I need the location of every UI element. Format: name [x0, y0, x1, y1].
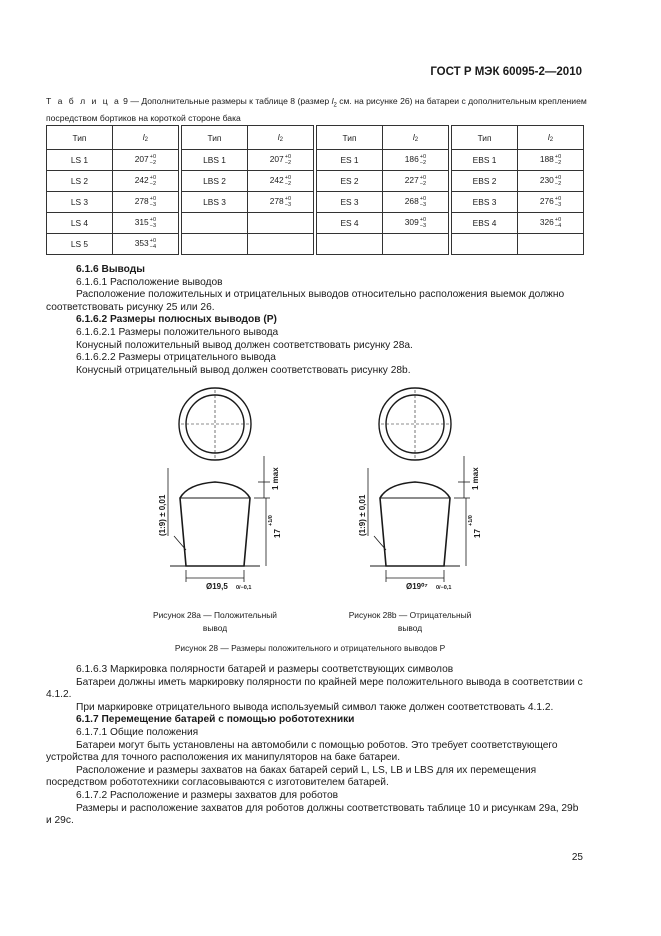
column-header-var-sub: 2 — [414, 137, 419, 143]
fig-b-dia: Ø19⁰⁷ — [406, 582, 428, 591]
column-header-l2 — [112, 126, 178, 150]
cell-l2-tolerance — [555, 175, 561, 187]
fig-a-dia-tol: 0/−0,1 — [236, 585, 252, 591]
section-6-1-7-2: 6.1.7.2 Расположение и размеры захватов для роботов — [76, 789, 339, 801]
cell-l2 — [382, 192, 448, 213]
section-6-1-7-1: 6.1.7.1 Общие положения — [76, 726, 199, 738]
cell-type: EBS 1 — [452, 150, 518, 171]
cell-l2 — [247, 171, 313, 192]
column-header-type: Тип — [47, 126, 113, 150]
section-title-6-1-6-2: 6.1.6.2 Размеры полюсных выводов (P) — [76, 314, 277, 326]
cell-l2 — [112, 150, 178, 171]
tol-upper: +0 — [149, 238, 157, 244]
cell-type: LS 5 — [47, 234, 113, 255]
figure-28a-drawing — [168, 388, 270, 582]
outer-circle — [179, 388, 251, 460]
cell-type — [182, 234, 248, 255]
column-header-type: Тип — [182, 126, 248, 150]
tol-lower: −3 — [149, 223, 157, 229]
section-6-1-7-1-text2: Расположение и размеры захватов на баках батарей серий L, LS, LB и LBS для их перемещения посредством робототехники согласовываются с изготовителем батарей. — [46, 764, 537, 789]
section-6-1-6-1-text: Расположение положительных и отрицательных выводов относительно расположения выемок должно соответствовать рисунку 25 или 26. — [46, 289, 565, 313]
tol-lower: −2 — [554, 160, 562, 166]
tol-lower: −2 — [554, 181, 562, 187]
tol-upper: +0 — [554, 154, 562, 160]
outer-circle — [379, 388, 451, 460]
cell-l2-tolerance — [285, 175, 291, 187]
figure-28b-caption — [340, 609, 480, 635]
fig-a-height-tol: +1/0 — [268, 515, 274, 526]
cell-type: EBS 4 — [452, 213, 518, 234]
section-6-1-7-2-text: Размеры и расположение захватов для роботов должны соответствовать таблице 10 и рисункам 29a, 29b и 29c. — [46, 802, 579, 827]
column-header-var: l — [412, 132, 415, 142]
cell-l2-tolerance — [555, 154, 561, 166]
column-header-type: Тип — [452, 126, 518, 150]
cell-type: LS 3 — [47, 192, 113, 213]
cell-l2 — [382, 213, 448, 234]
cell-l2 — [247, 234, 313, 255]
cell-l2 — [247, 213, 313, 234]
section-title-6-1-7: 6.1.7 Перемещение батарей с помощью робототехники — [76, 714, 355, 726]
tol-lower: −3 — [419, 202, 427, 208]
cell-l2 — [247, 192, 313, 213]
tol-upper: +0 — [419, 154, 427, 160]
cell-l2-tolerance — [285, 196, 291, 208]
section-6-1-6-2-2-text: Конусный отрицательный вывод должен соответствовать рисунку 28b. — [76, 364, 411, 376]
table-caption-var: l — [331, 96, 334, 106]
table-caption-text-a: 9 — Дополнительные размеры к таблице 8 (размер — [120, 96, 332, 106]
fig-b-dia-tol: 0/−0,1 — [436, 585, 452, 591]
inner-circle — [386, 395, 444, 453]
section-6-1-6-1: 6.1.6.1 Расположение выводов — [76, 276, 223, 288]
fig-b-height: 17 — [473, 529, 482, 538]
cell-l2-value: 315 — [134, 217, 149, 228]
cell-l2 — [518, 234, 584, 255]
cell-l2-value: 242 — [134, 175, 149, 186]
cell-type — [182, 213, 248, 234]
cell-l2-value: 309 — [404, 217, 419, 228]
cell-l2-value: 278 — [134, 196, 149, 207]
tol-lower: −2 — [149, 160, 157, 166]
column-header-l2 — [247, 126, 313, 150]
inner-circle — [186, 395, 244, 453]
terminal-profile — [380, 482, 450, 566]
table-caption-label: Т а б л и ц а — [46, 96, 121, 106]
cell-l2-value: 186 — [404, 154, 419, 165]
table-caption-text-b: см. на рисунке 26) на батареи с дополнительным креплением посредством бортиков на короткой стороне бака — [46, 96, 587, 123]
cell-l2-value: 353 — [134, 238, 149, 249]
cell-type: LS 4 — [47, 213, 113, 234]
figure-28a-caption-line2: вывод — [202, 623, 228, 633]
cell-l2-value: 276 — [539, 196, 554, 207]
section-6-1-6-2-1-text: Конусный положительный вывод должен соответствовать рисунку 28a. — [76, 339, 413, 351]
tol-lower: −2 — [419, 160, 427, 166]
tol-lower: −3 — [554, 202, 562, 208]
cell-l2-tolerance — [285, 154, 291, 166]
tol-upper: +0 — [419, 196, 427, 202]
section-6-1-6-3: 6.1.6.3 Маркировка полярности батарей и размеры соответствующих символов — [76, 664, 454, 675]
cell-l2-value: 227 — [404, 175, 419, 186]
cell-type — [452, 234, 518, 255]
tol-lower: −2 — [419, 181, 427, 187]
table-header-row — [47, 126, 584, 150]
sections-bottom — [46, 664, 586, 828]
cell-l2-tolerance — [420, 154, 426, 166]
column-header-l2 — [382, 126, 448, 150]
column-header-var: l — [142, 132, 145, 142]
cell-type: LBS 3 — [182, 192, 248, 213]
table-row — [47, 234, 584, 255]
cell-l2 — [518, 171, 584, 192]
fig-a-dia: Ø19,5 — [206, 582, 228, 591]
tol-upper: +0 — [419, 175, 427, 181]
fig-a-taper: (1:9) ± 0,01 — [158, 494, 167, 536]
column-header-var-sub: 2 — [549, 137, 554, 143]
fig-b-max: 1 max — [471, 467, 480, 490]
cell-l2-value: 278 — [269, 196, 284, 207]
cell-l2 — [112, 192, 178, 213]
tol-upper: +0 — [419, 217, 427, 223]
fig-a-height: 17 — [273, 529, 282, 538]
cell-l2 — [518, 213, 584, 234]
cell-type: ES 3 — [317, 192, 383, 213]
cell-l2-tolerance — [420, 175, 426, 187]
figure-28b-drawing — [368, 388, 470, 582]
column-header-type: Тип — [317, 126, 383, 150]
cell-l2-tolerance — [420, 196, 426, 208]
figure-28-caption: Рисунок 28 — Размеры положительного и отрицательного выводов Р — [174, 643, 446, 653]
table-row — [47, 192, 584, 213]
cell-type: EBS 3 — [452, 192, 518, 213]
tol-upper: +0 — [149, 154, 157, 160]
tol-lower: −3 — [149, 202, 157, 208]
fig-b-height-tol: +1/0 — [468, 515, 474, 526]
tol-lower: −4 — [554, 223, 562, 229]
cell-l2 — [247, 150, 313, 171]
cell-l2-value: 326 — [539, 217, 554, 228]
figure-28a-caption-line1: Рисунок 28a — Положительный — [153, 610, 277, 620]
cell-l2-tolerance — [150, 196, 156, 208]
tol-upper: +0 — [149, 217, 157, 223]
tol-lower: −3 — [419, 223, 427, 229]
cell-l2-tolerance — [150, 238, 156, 250]
cell-type: LBS 2 — [182, 171, 248, 192]
tol-upper: +0 — [149, 175, 157, 181]
cell-l2-tolerance — [420, 217, 426, 229]
cell-type: LS 2 — [47, 171, 113, 192]
cell-l2 — [382, 234, 448, 255]
figure-28b-caption-line1: Рисунок 28b — Отрицательный — [348, 610, 472, 620]
table-caption-var-sub: 2 — [333, 102, 337, 109]
section-title-6-1-6: 6.1.6 Выводы — [76, 264, 145, 275]
cell-l2-tolerance — [150, 154, 156, 166]
dimensions-table — [46, 125, 584, 255]
section-6-1-6-3-text1: Батареи должны иметь маркировку полярности по крайней мере положительного вывода в соответствии с 4.1.2. — [46, 676, 583, 701]
cell-type: LBS 1 — [182, 150, 248, 171]
cell-l2 — [518, 192, 584, 213]
column-header-var: l — [277, 132, 280, 142]
cell-l2 — [112, 213, 178, 234]
cell-type: ES 4 — [317, 213, 383, 234]
cell-l2 — [382, 150, 448, 171]
cell-l2 — [382, 171, 448, 192]
section-6-1-7-1-text1: Батареи могут быть установлены на автомобили с помощью роботов. Это требует соответствующего устройства для точного расположения их манипуляторов на баке батареи. — [46, 739, 558, 764]
cell-l2-tolerance — [555, 196, 561, 208]
figure-28-drawing — [150, 386, 520, 646]
figure-28a-caption — [150, 609, 280, 635]
cell-type: ES 2 — [317, 171, 383, 192]
column-header-l2 — [518, 126, 584, 150]
cell-l2-tolerance — [555, 217, 561, 229]
tol-lower: −2 — [284, 181, 292, 187]
sections-top — [46, 264, 586, 377]
tol-upper: +0 — [284, 196, 292, 202]
column-header-var: l — [547, 132, 550, 142]
tol-upper: +0 — [284, 175, 292, 181]
cell-l2-value: 242 — [269, 175, 284, 186]
cell-l2-value: 207 — [134, 154, 149, 165]
document-header-code: ГОСТ Р МЭК 60095-2—2010 — [430, 66, 582, 78]
column-header-var-sub: 2 — [279, 137, 284, 143]
cell-l2-value: 207 — [269, 154, 284, 165]
fig-b-taper: (1:9) ± 0,01 — [358, 494, 367, 536]
table-row — [47, 150, 584, 171]
cell-l2-tolerance — [150, 217, 156, 229]
figure-28b-caption-line2: вывод — [397, 623, 423, 633]
section-6-1-6-3-text2: При маркировке отрицательного вывода используемый символ также должен соответствовать 4.1.2. — [76, 701, 554, 713]
terminal-profile — [180, 482, 250, 566]
tol-upper: +0 — [554, 175, 562, 181]
cell-type: LS 1 — [47, 150, 113, 171]
cell-type: ES 1 — [317, 150, 383, 171]
page-number: 25 — [571, 852, 583, 863]
section-6-1-6-2-2: 6.1.6.2.2 Размеры отрицательного вывода — [76, 352, 276, 364]
tol-upper: +0 — [284, 154, 292, 160]
fig-a-max: 1 max — [271, 467, 280, 490]
tol-lower: −2 — [149, 181, 157, 187]
tol-lower: −2 — [284, 160, 292, 166]
column-header-var-sub: 2 — [144, 137, 148, 143]
cell-l2-value: 230 — [539, 175, 554, 186]
section-6-1-6-2-1: 6.1.6.2.1 Размеры положительного вывода — [76, 326, 279, 338]
cell-l2-value: 188 — [539, 154, 554, 165]
table-row — [47, 213, 584, 234]
cell-type: EBS 2 — [452, 171, 518, 192]
tol-upper: +0 — [554, 217, 562, 223]
cell-l2 — [518, 150, 584, 171]
cell-l2 — [112, 171, 178, 192]
tol-upper: +0 — [149, 196, 157, 202]
tol-upper: +0 — [554, 196, 562, 202]
table-row — [47, 171, 584, 192]
cell-l2-value: 268 — [404, 196, 419, 207]
tol-lower: −3 — [284, 202, 292, 208]
tol-lower: −4 — [149, 244, 157, 250]
cell-type — [317, 234, 383, 255]
table-caption — [46, 95, 591, 124]
cell-l2-tolerance — [150, 175, 156, 187]
cell-l2 — [112, 234, 178, 255]
